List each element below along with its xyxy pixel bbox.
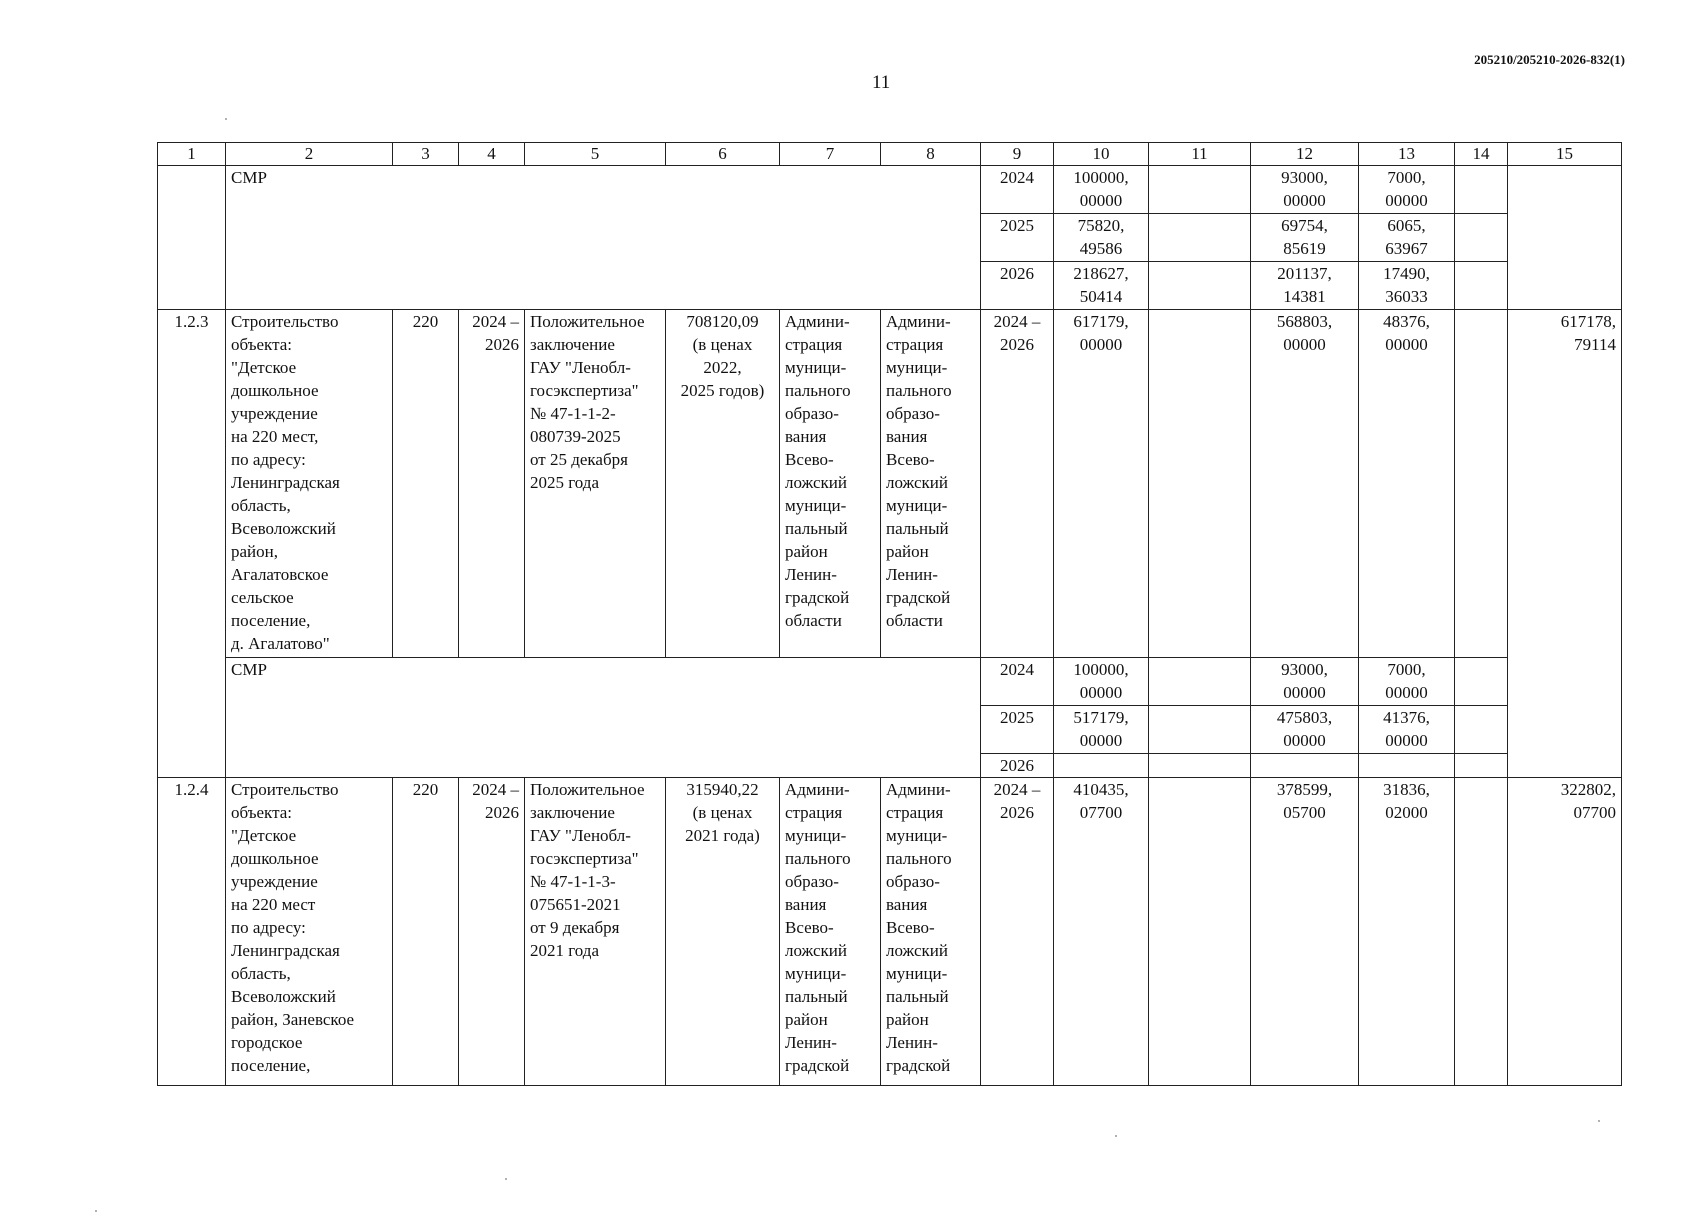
col-header: 5	[525, 143, 666, 166]
empty-cell	[1455, 706, 1508, 754]
value-cell: 475803, 00000	[1251, 706, 1359, 754]
customer-cell: Админи- страция муници- пального образо- вания Всево- ложский муници- пальный район Ленин- градской области	[780, 310, 881, 658]
value-cell: 100000, 00000	[1054, 166, 1149, 214]
value-cell: 93000, 00000	[1251, 658, 1359, 706]
object-name: Строительство объекта: "Детское дошкольное учреждение на 220 мест, по адресу: Ленинградская область, Всеволожский район, Агалатовское сельское поселение, д. Агалатово"	[226, 310, 393, 658]
year-cell: 2026	[981, 754, 1054, 778]
value-cell	[1359, 754, 1455, 778]
item-number: 1.2.4	[158, 778, 226, 1086]
empty-cell	[1455, 166, 1508, 214]
empty-cell	[1455, 262, 1508, 310]
value-cell: 322802, 07700	[1508, 778, 1622, 1086]
empty-cell	[1455, 658, 1508, 706]
col-header: 13	[1359, 143, 1455, 166]
year-cell: 2026	[981, 262, 1054, 310]
empty-cell	[1149, 778, 1251, 1086]
empty-cell	[1149, 706, 1251, 754]
customer-cell: Админи- страция муници- пального образо- вания Всево- ложский муници- пальный район Ленин- градской	[780, 778, 881, 1086]
col-header: 1	[158, 143, 226, 166]
developer-cell: Админи- страция муници- пального образо- вания Всево- ложский муници- пальный район Ленин- градской области	[881, 310, 981, 658]
value-cell: 75820, 49586	[1054, 214, 1149, 262]
value-cell: 41376, 00000	[1359, 706, 1455, 754]
year-cell: 2024	[981, 658, 1054, 706]
value-cell: 69754, 85619	[1251, 214, 1359, 262]
value-cell: 7000, 00000	[1359, 166, 1455, 214]
cost-cell: 708120,09 (в ценах 2022, 2025 годов)	[666, 310, 780, 658]
table-row	[158, 658, 1622, 706]
col-header: 6	[666, 143, 780, 166]
column-number-row	[158, 143, 1622, 166]
col-header: 3	[393, 143, 459, 166]
empty-cell	[1149, 658, 1251, 706]
value-cell: 218627, 50414	[1054, 262, 1149, 310]
item-number: 1.2.3	[158, 310, 226, 778]
period-cell: 2024 – 2026	[459, 310, 525, 658]
year-cell: 2024	[981, 166, 1054, 214]
years-cell: 2024 – 2026	[981, 310, 1054, 658]
year-cell: 2025	[981, 214, 1054, 262]
smr-label: СМР	[226, 658, 981, 778]
col-header: 4	[459, 143, 525, 166]
capacity-cell: 220	[393, 778, 459, 1086]
col-header: 12	[1251, 143, 1359, 166]
table-row	[158, 310, 1622, 658]
empty-cell	[1149, 310, 1251, 658]
year-cell: 2025	[981, 706, 1054, 754]
empty-cell	[1455, 310, 1508, 658]
scan-speck	[1115, 1135, 1117, 1137]
col-header: 2	[226, 143, 393, 166]
value-cell: 410435, 07700	[1054, 778, 1149, 1086]
value-cell: 568803, 00000	[1251, 310, 1359, 658]
table-row	[158, 778, 1622, 1086]
col-header: 11	[1149, 143, 1251, 166]
table-row	[158, 166, 1622, 214]
col-header: 8	[881, 143, 981, 166]
expertise-cell: Положительное заключение ГАУ "Ленобл- госэкспертиза" № 47-1-1-2- 080739-2025 от 25 декабря 2025 года	[525, 310, 666, 658]
value-cell: 48376, 00000	[1359, 310, 1455, 658]
document-code: 205210/205210-2026-832(1)	[1474, 52, 1625, 67]
empty-cell	[158, 166, 226, 310]
page-number: 11	[872, 72, 891, 93]
empty-cell	[1455, 214, 1508, 262]
value-cell: 100000, 00000	[1054, 658, 1149, 706]
cost-cell: 315940,22 (в ценах 2021 года)	[666, 778, 780, 1086]
value-cell	[1054, 754, 1149, 778]
value-cell: 17490, 36033	[1359, 262, 1455, 310]
empty-cell	[1455, 754, 1508, 778]
value-cell: 517179, 00000	[1054, 706, 1149, 754]
empty-cell	[1149, 214, 1251, 262]
years-cell: 2024 – 2026	[981, 778, 1054, 1086]
value-cell: 378599, 05700	[1251, 778, 1359, 1086]
scan-speck	[505, 1178, 507, 1180]
col-header: 10	[1054, 143, 1149, 166]
value-cell: 617179, 00000	[1054, 310, 1149, 658]
capacity-cell: 220	[393, 310, 459, 658]
value-cell: 31836, 02000	[1359, 778, 1455, 1086]
value-cell: 617178, 79114	[1508, 310, 1622, 778]
smr-label: СМР	[226, 166, 981, 310]
empty-cell	[1149, 262, 1251, 310]
data-table	[157, 142, 1622, 1086]
scan-speck	[225, 118, 227, 120]
col-header: 9	[981, 143, 1054, 166]
col-header: 14	[1455, 143, 1508, 166]
value-cell: 201137, 14381	[1251, 262, 1359, 310]
col-header: 15	[1508, 143, 1622, 166]
empty-cell	[1455, 778, 1508, 1086]
value-cell: 7000, 00000	[1359, 658, 1455, 706]
empty-cell	[1508, 166, 1622, 310]
developer-cell: Админи- страция муници- пального образо- вания Всево- ложский муници- пальный район Ленин- градской	[881, 778, 981, 1086]
value-cell	[1251, 754, 1359, 778]
empty-cell	[1149, 166, 1251, 214]
scan-speck	[1598, 1120, 1600, 1122]
value-cell: 6065, 63967	[1359, 214, 1455, 262]
empty-cell	[1149, 754, 1251, 778]
value-cell: 93000, 00000	[1251, 166, 1359, 214]
expertise-cell: Положительное заключение ГАУ "Ленобл- госэкспертиза" № 47-1-1-3- 075651-2021 от 9 декабря 2021 года	[525, 778, 666, 1086]
period-cell: 2024 – 2026	[459, 778, 525, 1086]
col-header: 7	[780, 143, 881, 166]
object-name: Строительство объекта: "Детское дошкольное учреждение на 220 мест по адресу: Ленинградская область, Всеволожский район, Заневское городское поселение,	[226, 778, 393, 1086]
